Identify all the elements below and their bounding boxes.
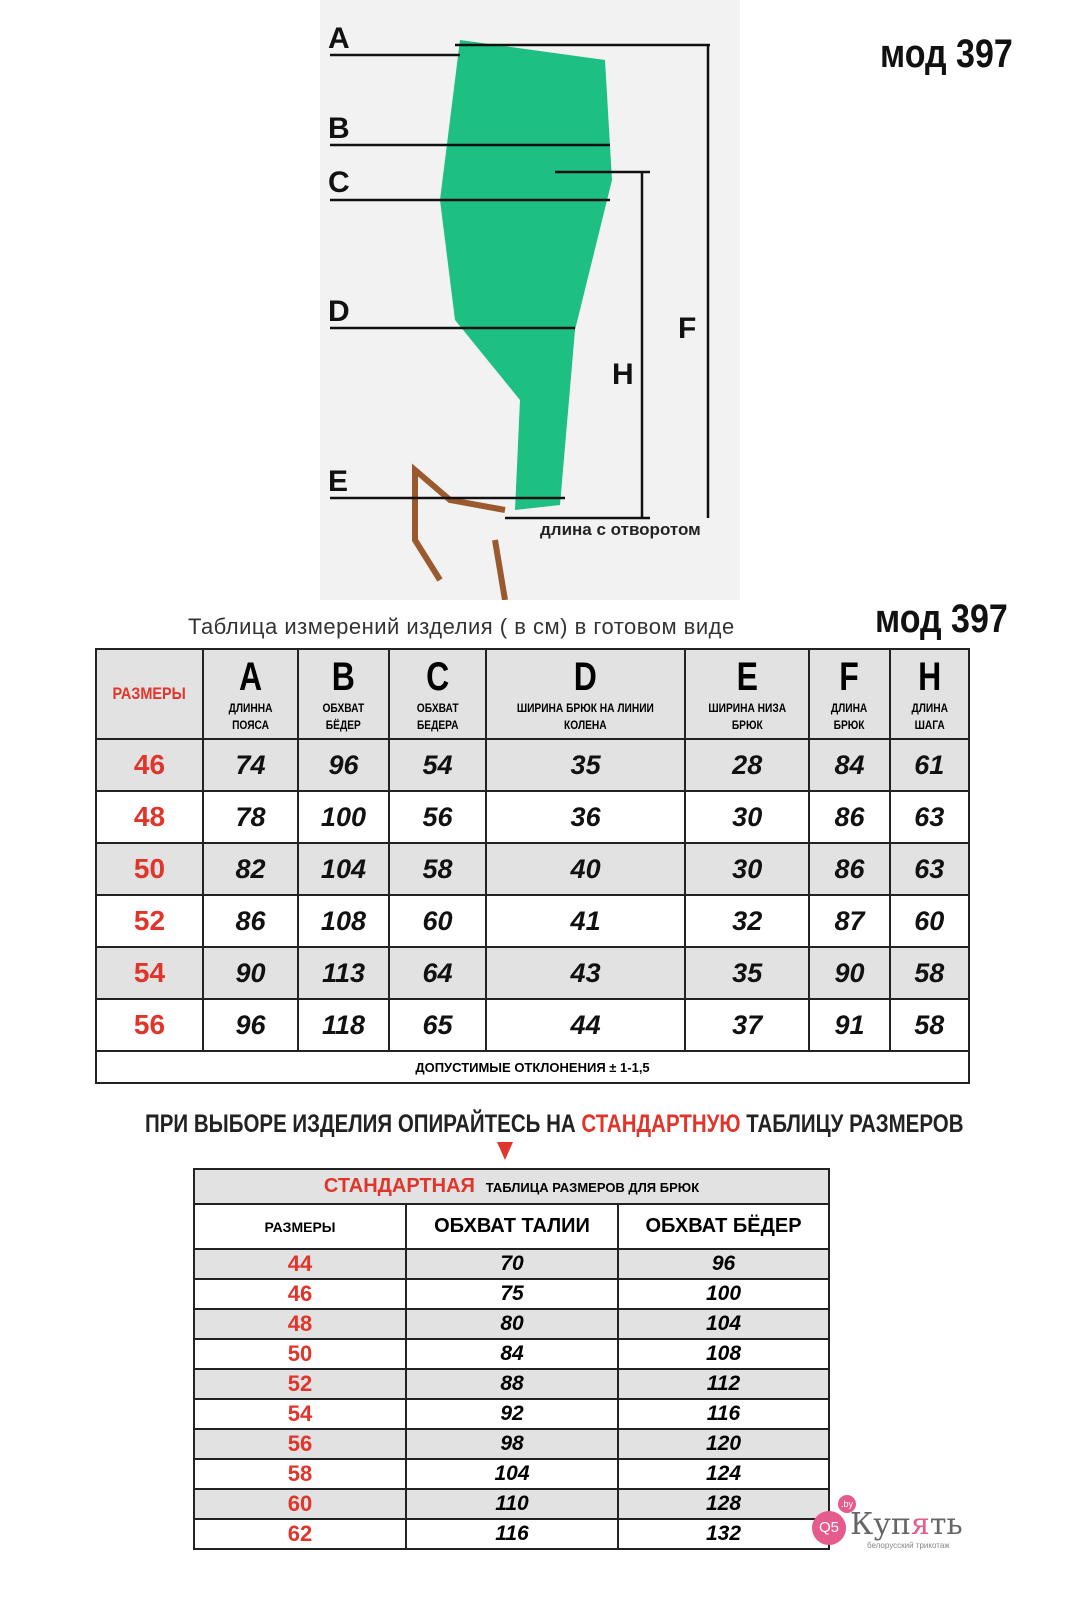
pants-illustration xyxy=(320,0,740,600)
kupyat-logo: Q5 .by Купять белорусский трикотаж xyxy=(812,1505,972,1550)
size-cell: 54 xyxy=(194,1399,406,1429)
letter-h: H xyxy=(612,358,634,391)
value-cell: 56 xyxy=(389,791,486,843)
value-cell: 30 xyxy=(685,791,810,843)
size-cell: 58 xyxy=(194,1459,406,1489)
table-row xyxy=(194,1399,829,1429)
value-cell: 78 xyxy=(203,791,298,843)
value-cell: 63 xyxy=(890,791,969,843)
value-cell: 28 xyxy=(685,739,810,791)
value-cell: 54 xyxy=(389,739,486,791)
size-cell: 48 xyxy=(96,791,203,843)
value-cell: 70 xyxy=(406,1249,618,1279)
value-cell: 86 xyxy=(809,791,889,843)
value-cell: 35 xyxy=(685,947,810,999)
table-row xyxy=(194,1249,829,1279)
value-cell: 110 xyxy=(406,1489,618,1519)
value-cell: 44 xyxy=(486,999,685,1051)
size-cell: 62 xyxy=(194,1519,406,1549)
size-cell: 44 xyxy=(194,1249,406,1279)
value-cell: 92 xyxy=(406,1399,618,1429)
size-cell: 50 xyxy=(194,1339,406,1369)
hem-caption: длина с отворотом xyxy=(540,520,701,539)
value-cell: 32 xyxy=(685,895,810,947)
table-row xyxy=(96,843,969,895)
table-row xyxy=(96,739,969,791)
value-cell: 60 xyxy=(389,895,486,947)
measure-table xyxy=(95,648,970,1084)
standard-table-title: СТАНДАРТНАЯ ТАБЛИЦА РАЗМЕРОВ ДЛЯ БРЮК xyxy=(194,1169,829,1204)
value-cell: 98 xyxy=(406,1429,618,1459)
value-cell: 96 xyxy=(203,999,298,1051)
col-header-c: C ОБХВАТ БЕДЕРА xyxy=(389,649,486,739)
value-cell: 113 xyxy=(298,947,389,999)
value-cell: 124 xyxy=(618,1459,829,1489)
value-cell: 63 xyxy=(890,843,969,895)
value-cell: 100 xyxy=(618,1279,829,1309)
measure-table-title: Таблица измерений изделия ( в см) в готовом виде xyxy=(188,614,735,639)
value-cell: 96 xyxy=(298,739,389,791)
size-cell: 56 xyxy=(96,999,203,1051)
col-header-a: A ДЛИННА ПОЯСА xyxy=(203,649,298,739)
letter-e: E xyxy=(328,465,349,498)
value-cell: 104 xyxy=(298,843,389,895)
value-cell: 112 xyxy=(618,1369,829,1399)
value-cell: 104 xyxy=(618,1309,829,1339)
table-row xyxy=(96,791,969,843)
col-header-f: F ДЛИНА БРЮК xyxy=(809,649,889,739)
table-row xyxy=(96,947,969,999)
value-cell: 35 xyxy=(486,739,685,791)
table-row xyxy=(194,1279,829,1309)
col-header-h: H ДЛИНА ШАГА xyxy=(890,649,969,739)
size-cell: 48 xyxy=(194,1309,406,1339)
letter-b: B xyxy=(328,112,350,145)
value-cell: 90 xyxy=(809,947,889,999)
size-cell: 52 xyxy=(96,895,203,947)
value-cell: 118 xyxy=(298,999,389,1051)
size-cell: 46 xyxy=(96,739,203,791)
col-header: РАЗМЕРЫ xyxy=(194,1204,406,1249)
value-cell: 128 xyxy=(618,1489,829,1519)
table-row xyxy=(194,1339,829,1369)
table-row xyxy=(96,999,969,1051)
table-row xyxy=(194,1429,829,1459)
value-cell: 30 xyxy=(685,843,810,895)
value-cell: 61 xyxy=(890,739,969,791)
value-cell: 100 xyxy=(298,791,389,843)
value-cell: 108 xyxy=(618,1339,829,1369)
col-header: ОБХВАТ БЁДЕР xyxy=(618,1204,829,1249)
table-row xyxy=(96,895,969,947)
letter-a: A xyxy=(328,22,350,55)
size-header: РАЗМЕРЫ xyxy=(96,649,203,739)
value-cell: 64 xyxy=(389,947,486,999)
table-row xyxy=(194,1519,829,1549)
value-cell: 87 xyxy=(809,895,889,947)
value-cell: 84 xyxy=(809,739,889,791)
value-cell: 108 xyxy=(298,895,389,947)
value-cell: 86 xyxy=(809,843,889,895)
value-cell: 84 xyxy=(406,1339,618,1369)
arrow-down-icon xyxy=(497,1142,513,1160)
value-cell: 37 xyxy=(685,999,810,1051)
size-cell: 46 xyxy=(194,1279,406,1309)
value-cell: 60 xyxy=(890,895,969,947)
size-cell: 50 xyxy=(96,843,203,895)
value-cell: 96 xyxy=(618,1249,829,1279)
size-hint: ПРИ ВЫБОРЕ ИЗДЕЛИЯ ОПИРАЙТЕСЬ НА СТАНДАРТНУЮ ТАБЛИЦУ РАЗМЕРОВ xyxy=(145,1110,964,1138)
letter-d: D xyxy=(328,295,350,328)
value-cell: 80 xyxy=(406,1309,618,1339)
value-cell: 120 xyxy=(618,1429,829,1459)
value-cell: 41 xyxy=(486,895,685,947)
value-cell: 116 xyxy=(618,1399,829,1429)
value-cell: 90 xyxy=(203,947,298,999)
model-label-2: мод 397 xyxy=(875,597,1008,641)
standard-size-table xyxy=(193,1168,830,1550)
model-label: мод 397 xyxy=(880,32,1013,76)
col-header: ОБХВАТ ТАЛИИ xyxy=(406,1204,618,1249)
value-cell: 58 xyxy=(890,999,969,1051)
tolerance-note: ДОПУСТИМЫЕ ОТКЛОНЕНИЯ ± 1-1,5 xyxy=(96,1051,969,1083)
value-cell: 58 xyxy=(890,947,969,999)
size-cell: 60 xyxy=(194,1489,406,1519)
col-header-b: B ОБХВАТ БЁДЕР xyxy=(298,649,389,739)
value-cell: 36 xyxy=(486,791,685,843)
value-cell: 116 xyxy=(406,1519,618,1549)
value-cell: 75 xyxy=(406,1279,618,1309)
pants-diagram xyxy=(320,0,740,600)
value-cell: 88 xyxy=(406,1369,618,1399)
table-row xyxy=(194,1309,829,1339)
col-header-e: E ШИРИНА НИЗА БРЮК xyxy=(685,649,810,739)
size-cell: 54 xyxy=(96,947,203,999)
value-cell: 74 xyxy=(203,739,298,791)
col-header-d: D ШИРИНА БРЮК НА ЛИНИИ КОЛЕНА xyxy=(486,649,685,739)
value-cell: 91 xyxy=(809,999,889,1051)
letter-f: F xyxy=(678,312,697,345)
size-cell: 56 xyxy=(194,1429,406,1459)
value-cell: 65 xyxy=(389,999,486,1051)
size-cell: 52 xyxy=(194,1369,406,1399)
table-row xyxy=(194,1459,829,1489)
letter-c: C xyxy=(328,166,350,199)
value-cell: 104 xyxy=(406,1459,618,1489)
value-cell: 43 xyxy=(486,947,685,999)
value-cell: 132 xyxy=(618,1519,829,1549)
table-row xyxy=(194,1369,829,1399)
value-cell: 40 xyxy=(486,843,685,895)
table-row xyxy=(194,1489,829,1519)
value-cell: 86 xyxy=(203,895,298,947)
value-cell: 58 xyxy=(389,843,486,895)
value-cell: 82 xyxy=(203,843,298,895)
